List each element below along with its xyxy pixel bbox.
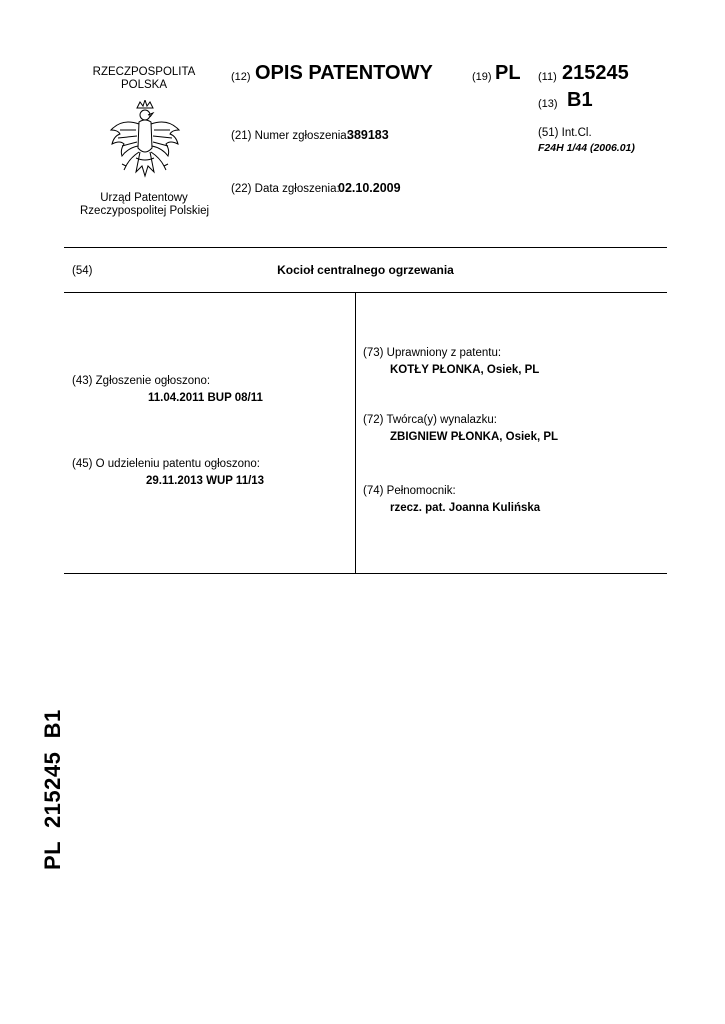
patent-number: 215245	[562, 62, 629, 84]
inid-code-11: (11)	[538, 71, 557, 83]
polish-eagle-emblem-icon	[106, 100, 184, 188]
owner-value: KOTŁY PŁONKA, Osiek, PL	[390, 364, 540, 376]
grant-publication-label: (45) O udzieleniu patentu ogłoszono:	[72, 458, 260, 470]
inid-code-12: (12)	[231, 71, 251, 83]
office-name-line1: Urząd Patentowy	[100, 192, 188, 204]
inid-code-19: (19)	[472, 71, 492, 83]
publication-value: 11.04.2011 BUP 08/11	[148, 392, 263, 404]
inventor-label: (72) Twórca(y) wynalazku:	[363, 414, 497, 426]
country-code: PL	[495, 62, 521, 84]
attorney-label: (74) Pełnomocnik:	[363, 485, 456, 497]
int-cl-value: F24H 1/44 (2006.01)	[538, 142, 635, 154]
kind-code: B1	[567, 89, 593, 111]
filing-date-value: 02.10.2009	[338, 181, 401, 195]
int-cl-label: (51) Int.Cl.	[538, 127, 592, 139]
table-bottom-divider	[64, 573, 667, 574]
application-number-label: (21) Numer zgłoszenia:	[231, 130, 350, 142]
filing-date-label: (22) Data zgłoszenia:	[231, 183, 340, 195]
inid-code-13: (13)	[538, 98, 558, 110]
inventor-value: ZBIGNIEW PŁONKA, Osiek, PL	[390, 431, 559, 443]
application-number-value: 389183	[347, 128, 389, 142]
side-patent-id: PL 215245 B1	[40, 709, 65, 870]
inid-code-54: (54)	[72, 265, 93, 277]
grant-publication-value: 29.11.2013 WUP 11/13	[146, 475, 265, 487]
column-divider	[355, 292, 356, 573]
publication-label: (43) Zgłoszenie ogłoszono:	[72, 375, 211, 387]
office-name-line2: Rzeczypospolitej Polskiej	[80, 205, 210, 217]
owner-label: (73) Uprawniony z patentu:	[363, 347, 502, 359]
header-divider	[64, 247, 667, 248]
country-name-line2: POLSKA	[120, 79, 168, 91]
title-row-divider	[64, 292, 667, 293]
attorney-value: rzecz. pat. Joanna Kulińska	[390, 502, 541, 514]
country-name-line1: RZECZPOSPOLITA	[92, 66, 196, 78]
document-type: OPIS PATENTOWY	[255, 62, 433, 84]
invention-title: Kocioł centralnego ogrzewania	[277, 263, 454, 277]
